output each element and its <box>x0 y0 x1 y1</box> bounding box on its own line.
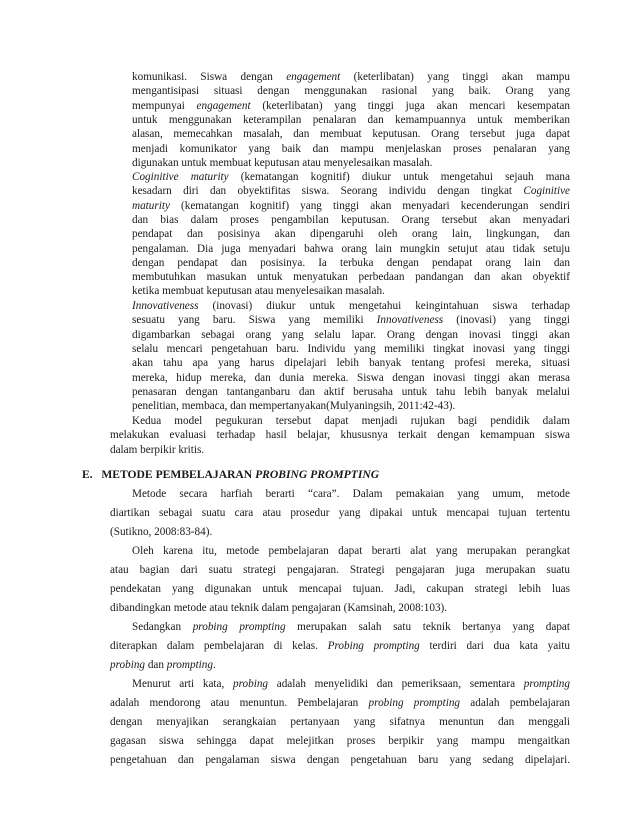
text-line <box>132 170 570 184</box>
text-run: merupakan salah satu teknik bertanya yang dapat <box>285 621 571 633</box>
text-line <box>132 487 570 501</box>
text-line <box>110 506 570 520</box>
text-run: kesadarn diri dan obyektifitas siswa. Seorang individu dengan tingkat <box>132 185 524 198</box>
text-run: sesuatu yang baru. Siswa yang memiliki <box>132 314 377 327</box>
text-line <box>132 313 570 327</box>
text-run: Menurut arti kata, <box>132 678 234 690</box>
text-line <box>132 385 570 399</box>
text-run: akan tahu apa yang harus dipelajari lebih banyak tentang profesi mereka, situasi <box>132 357 570 370</box>
text-line <box>132 127 570 141</box>
text-line <box>132 113 570 127</box>
text-run: Sedangkan <box>132 621 193 633</box>
text-line <box>132 299 570 313</box>
text-line <box>132 227 570 241</box>
text-line <box>132 213 570 227</box>
text-line <box>132 328 570 342</box>
text-run: alasan, memecahkan masalah, dan membuat keputusan. Orang tersebut juga dapat <box>132 128 570 141</box>
text-line <box>110 753 570 767</box>
italic-term: Coginitive <box>523 185 570 198</box>
text-run: (Sutikno, 2008:83-84). <box>110 526 213 538</box>
text-line <box>132 70 570 84</box>
text-run: mengantisipasi situasi dengan menggunakan rasional yang baik. Orang yang <box>132 85 570 98</box>
text-run: gagasan siswa sehingga dapat melejitkan proses berpikir yang mampu mengaitkan <box>110 735 570 747</box>
italic-term: Coginitive maturity <box>132 171 229 183</box>
text-run: selalu mencari pengetahuan baru. Individu yang memiliki tingkat inovasi yang tinggi <box>132 342 570 355</box>
text-line <box>110 734 570 748</box>
text-line <box>132 544 570 558</box>
text-run: penasaran dengan tantanganbaru dan aktif berusaha untuk tahu lebih banyak melalui <box>132 385 570 398</box>
italic-term: Probing prompting <box>327 640 420 652</box>
text-run: pengalaman. Dia juga menyadari bahwa orang lain mungkin setujut atau tidak setuju <box>132 242 570 255</box>
text-line <box>110 582 570 596</box>
italic-term: Innovativeness <box>376 314 444 327</box>
text-line <box>132 84 570 98</box>
text-line <box>132 356 570 370</box>
text-line <box>132 270 570 284</box>
section-label: E. <box>82 468 93 481</box>
text-line <box>132 242 570 256</box>
italic-term: probing <box>110 659 146 671</box>
text-run: dan <box>145 659 167 671</box>
text-line <box>132 199 570 213</box>
text-run: adalah mendorong atau menuntun. Pembelajaran <box>110 697 369 709</box>
section-title-italic: PROBING PROMPTING <box>255 468 380 481</box>
text-run: Kedua model pegukuran tersebut dapat menjadi rujukan bagi pendidik dalam <box>132 415 570 427</box>
text-run: dengan menyajikan serangkaian pertanyaan yang sifatnya menuntun dan menggali <box>110 716 570 728</box>
text-run: diterapkan dalam pembelajaran di kelas. <box>110 640 328 652</box>
text-line <box>110 715 570 729</box>
text-line <box>132 342 570 356</box>
text-run: penelitian, membaca, dan mempertanyakan(Mulyaningsih, 2011:42-43). <box>132 400 456 413</box>
text-run: Metode secara harfiah berarti “cara”. Dalam pemakaian yang umum, metode <box>132 488 570 500</box>
italic-term: prompting <box>523 678 570 690</box>
text-run: dan bias dalam proses pengambilan keputusan. Orang tersebut akan menyadari <box>132 213 570 226</box>
italic-term: Innovativeness <box>132 300 199 312</box>
text-line <box>132 256 570 270</box>
text-line <box>132 414 570 428</box>
text-run: komunikasi. Siswa dengan <box>132 71 287 83</box>
text-run: (inovasi) yang tinggi <box>443 314 570 327</box>
text-run: pendapat dan posisinya akan dipengaruhi oleh orang lain, lingkungan, dan <box>132 228 570 241</box>
text-line <box>132 399 570 413</box>
text-line <box>110 443 570 457</box>
text-run: Oleh karena itu, metode pembelajaran dapat berarti alat yang merupakan perangkat <box>132 545 570 557</box>
text-run: (kematangan kognitif) yang tinggi akan menyadari kecenderungan sendiri <box>169 199 570 212</box>
text-run: digambarkan sebagai orang yang selalu lapar. Orang dengan inovasi tinggi akan <box>132 328 570 341</box>
text-line <box>132 99 570 113</box>
text-line <box>132 156 570 170</box>
text-run: pendekatan yang digunakan untuk mencapai tujuan. Jadi, cakupan strategi lebih luas <box>110 583 570 595</box>
text-run: dibandingkan metode atau teknik dalam pengajaran (Kamsinah, 2008:103). <box>110 602 448 614</box>
text-line <box>132 371 570 385</box>
section-title: METODE PEMBELAJARAN <box>101 468 256 481</box>
text-run: membutuhkan masukan untuk menyatukan perbedaan pandangan dan akan obyektif <box>132 271 570 284</box>
italic-term: engagement <box>286 71 341 83</box>
text-line <box>110 563 570 577</box>
italic-term: probing <box>233 678 269 690</box>
text-run: menjadi komunikator yang baik dan mampu menjelaskan proses penalaran yang <box>132 142 570 155</box>
text-line <box>110 428 570 442</box>
text-line <box>132 184 570 198</box>
text-run: pengetahuan dan pengalaman siswa dengan pengetahuan baru yang sedang dipelajari. <box>110 754 570 766</box>
italic-term: probing prompting <box>192 621 286 633</box>
text-run: (keterlibatan) yang tinggi juga akan mencari kesempatan <box>250 99 570 112</box>
italic-term: maturity <box>132 199 170 212</box>
text-run: mereka, hidup mereka, dan dunia mereka. Siswa dengan inovasi tinggi akan merasa <box>132 371 570 384</box>
text-run: untuk menggunakan keterampilan penalaran dan kemampuannya untuk memberikan <box>132 113 570 126</box>
text-run: (kematangan kognitif) diukur untuk mengetahui sejauh mana <box>228 171 570 183</box>
italic-term: prompting <box>166 659 213 671</box>
text-line <box>110 696 570 710</box>
text-run: diartikan sebagai suatu cara atau prosedur yang dipakai untuk mencapai tujuan tertentu <box>110 507 570 519</box>
section-heading <box>82 468 379 482</box>
text-line <box>132 677 570 691</box>
text-line <box>132 142 570 156</box>
text-run: ketika membuat keputusan atau menyelesaikan masalah. <box>132 285 385 298</box>
italic-term: probing prompting <box>368 697 461 709</box>
text-run: dengan pendapat dan posisinya. Ia terbuka dengan pendapat orang lain dan <box>132 256 570 269</box>
text-line <box>110 525 570 539</box>
text-run: (keterlibatan) yang tinggi akan mampu <box>340 71 570 83</box>
text-run: . <box>212 659 216 671</box>
text-run: terdiri dari dua kata yaitu <box>419 640 571 652</box>
text-line <box>110 658 570 672</box>
text-line <box>132 620 570 634</box>
text-run: atau bagian dari suatu strategi pengajaran. Strategi pengajaran juga merupakan suatu <box>110 564 570 576</box>
text-run: adalah menyelidiki dan pemeriksaan, sementara <box>268 678 524 690</box>
italic-term: engagement <box>196 99 251 112</box>
text-run: (inovasi) diukur untuk mengetahui keingintahuan siswa terhadap <box>198 300 570 312</box>
text-run: digunakan untuk membuat keputusan atau menyelesaikan masalah. <box>132 156 433 169</box>
text-line <box>110 601 570 615</box>
text-run: adalah pembelajaran <box>460 697 570 709</box>
text-run: dalam berpikir kritis. <box>110 443 205 456</box>
text-run: mempunyai <box>132 99 197 112</box>
text-run: melakukan evaluasi terhadap hasil belajar, khususnya terkait dengan kemampuan siswa <box>110 429 570 442</box>
text-line <box>110 639 570 653</box>
text-line <box>132 284 570 298</box>
